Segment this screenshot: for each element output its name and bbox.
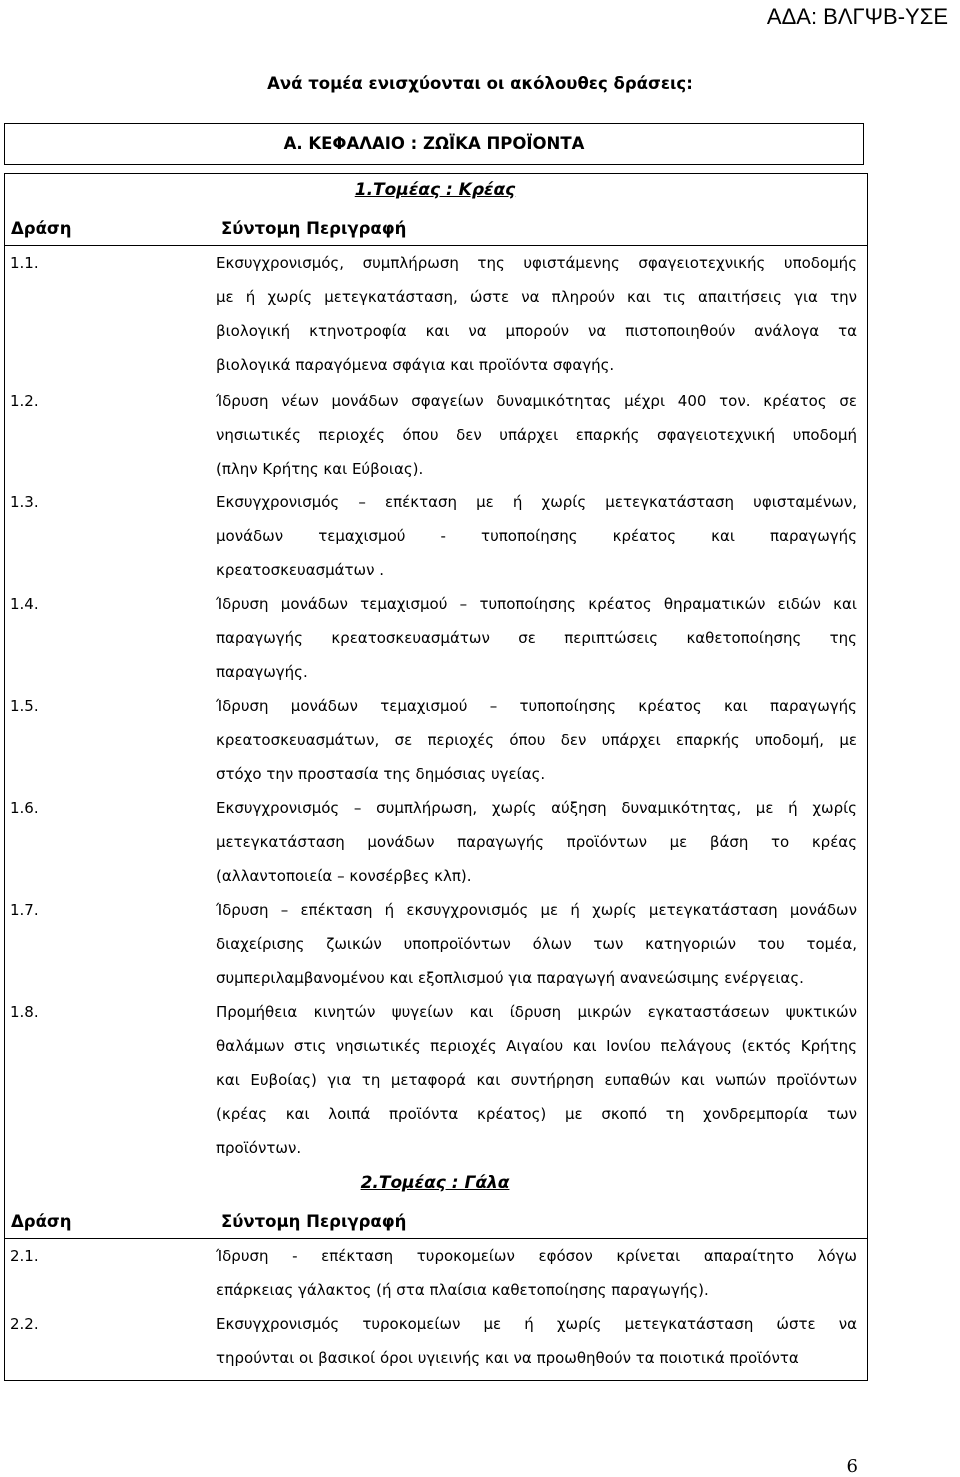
description-line: Εκσυγχρονισμός τυροκομείων με ή χωρίς μετεγκατάσταση ώστε να [216,1315,857,1333]
description-line: Ίδρυση μονάδων τεμαχισμού – τυποποίησης κρέατος και παραγωγής [216,697,857,715]
action-number: 1.8. [10,1003,39,1021]
action-description [216,246,857,382]
description-line: Εκσυγχρονισμός, συμπλήρωση της υφιστάμενης σφαγειοτεχνικής υποδομής [216,254,857,272]
action-number: 1.3. [10,493,39,511]
action-description [216,689,857,791]
page-number: 6 [846,1456,858,1477]
description-line: Εκσυγχρονισμός – συμπλήρωση, χωρίς αύξηση δυναμικότητας, με ή χωρίς [216,799,857,817]
description-line: Ίδρυση μονάδων τεμαχισμού – τυποποίησης κρέατος θηραματικών ειδών και [216,595,857,613]
action-description [216,1307,857,1375]
action-description [216,995,857,1165]
intro-heading: Ανά τομέα ενισχύονται οι ακόλουθες δράσεις: [267,74,693,93]
description-line: βιολογικά παραγόμενα σφάγια και προϊόντα σφαγής. [216,356,615,374]
action-number: 2.1. [10,1247,39,1265]
description-line: νησιωτικές περιοχές όπου δεν υπάρχει επαρκής σφαγειοτεχνική υποδομή [216,426,857,444]
action-description [216,384,857,486]
action-number: 2.2. [10,1315,39,1333]
description-line: Ίδρυση - επέκταση τυροκομείων εφόσον κρίνεται απαραίτητο λόγω [216,1247,857,1265]
column-header-action: Δράση [11,219,72,238]
description-line: τηρούνται οι βασικοί όροι υγιεινής και να προωθηθούν τα ποιοτικά προϊόντα [216,1349,799,1367]
action-number: 1.6. [10,799,39,817]
description-line: διαχείρισης ζωικών υποπροϊόντων όλων των κατηγοριών του τομέα, [216,935,857,953]
description-line: συμπεριλαμβανομένου και εξοπλισμού για παραγωγή ανανεώσιμης ενέργειας. [216,969,804,987]
description-line: και Ευβοίας) για τη μεταφορά και συντήρηση ευπαθών και νωπών προϊόντων [216,1071,857,1089]
description-line: μετεγκατάσταση μονάδων παραγωγής προϊόντων με βάση το κρέας [216,833,857,851]
action-description [216,587,857,689]
description-line: κρεατοσκευασμάτων . [216,561,385,579]
column-header-description-2: Σύντομη Περιγραφή [221,1212,407,1231]
action-description [216,1239,857,1307]
description-line: μονάδων τεμαχισμού - τυποποίησης κρέατος και παραγωγής [216,527,857,545]
description-line: βιολογική κτηνοτροφία και να μπορούν να πιστοποιηθούν ανάλογα τα [216,322,857,340]
sector-2-title: 2.Τομέας : Γάλα [360,1173,510,1193]
description-line: (αλλαντοποιεία – κονσέρβες κλπ). [216,867,472,885]
description-line: με ή χωρίς μετεγκατάσταση, ώστε να πληρούν και τις απαιτήσεις για την [216,288,857,306]
action-description [216,791,857,893]
description-line: επάρκειας γάλακτος (ή στα πλαίσια καθετοποίησης παραγωγής). [216,1281,709,1299]
column-header-description: Σύντομη Περιγραφή [221,219,407,238]
chapter-title: Α. ΚΕΦΑΛΑΙΟ : ΖΩΪΚΑ ΠΡΟΪΟΝΤΑ [4,123,864,165]
column-header-action-2: Δράση [11,1212,72,1231]
action-number: 1.4. [10,595,39,613]
sector-1-title: 1.Τομέας : Κρέας [354,180,516,200]
description-line: (κρέας και λοιπά προϊόντα κρέατος) με σκοπό τη χονδρεμπορία των [216,1105,857,1123]
description-line: προϊόντων. [216,1139,302,1157]
ada-code: ΑΔΑ: ΒΛΓΨΒ-ΥΣΕ [766,4,948,29]
action-number: 1.2. [10,392,39,410]
description-line: Ίδρυση – επέκταση ή εκσυγχρονισμός με ή χωρίς μετεγκατάσταση μονάδων [216,901,857,919]
description-line: Προμήθεια κινητών ψυγείων και ίδρυση μικρών εγκαταστάσεων ψυκτικών [216,1003,857,1021]
action-number: 1.5. [10,697,39,715]
description-line: Ίδρυση νέων μονάδων σφαγείων δυναμικότητας μέχρι 400 τον. κρέατος σε [216,392,857,410]
description-line: παραγωγής. [216,663,308,681]
description-line: Εκσυγχρονισμός – επέκταση με ή χωρίς μετεγκατάσταση υφισταμένων, [216,493,857,511]
description-line: (πλην Κρήτης και Εύβοιας). [216,460,424,478]
action-description [216,485,857,587]
action-description [216,893,857,995]
action-number: 1.1. [10,254,39,272]
action-number: 1.7. [10,901,39,919]
description-line: κρεατοσκευασμάτων, σε περιοχές όπου δεν υπάρχει επαρκής υποδομή, με [216,731,857,749]
description-line: θαλάμων στις νησιωτικές περιοχές Αιγαίου και Ιονίου πελάγους (εκτός Κρήτης [216,1037,857,1055]
description-line: στόχο την προστασία της δημόσιας υγείας. [216,765,546,783]
description-line: παραγωγής κρεατοσκευασμάτων σε περιπτώσεις καθετοποίησης της [216,629,857,647]
